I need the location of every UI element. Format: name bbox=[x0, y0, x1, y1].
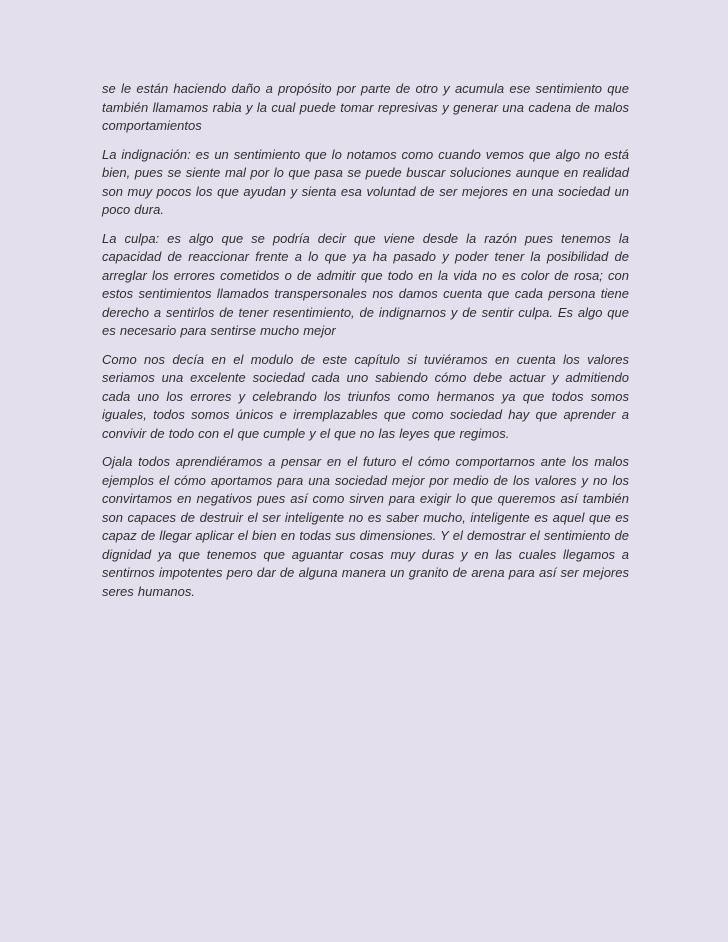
paragraph-modulo-valores: Como nos decía en el modulo de este capítulo si tuviéramos en cuenta los valores seriamos una excelente sociedad cada uno sabiendo cómo debe actuar y admitiendo cada uno los errores y celebrando los triunfos como hermanos ya que todos somos iguales, todos somos únicos e irremplazables que como sociedad hay que aprender a convivir de todo con el que cumple y el que no las leyes que regimos. bbox=[102, 351, 629, 441]
paragraph-conclusion: Ojala todos aprendiéramos a pensar en el futuro el cómo comportarnos ante los malos ejemplos el cómo aportamos para una sociedad mejor por medio de los valores y no los convirtamos en negativos pues así como sirven para exigir lo que queremos así también son capaces de destruir el ser inteligente no es saber mucho, inteligente es aquel que es capaz de llegar aplicar el bien en todas sus dimensiones. Y el demostrar el sentimiento de dignidad ya que tenemos que aguantar cosas muy duras y en las cuales llegamos a sentirnos impotentes pero dar de alguna manera un granito de arena para así ser mejores seres humanos. bbox=[102, 454, 629, 599]
paragraph-indignacion: La indignación: es un sentimiento que lo notamos como cuando vemos que algo no está bien, pues se siente mal por lo que pasa se puede buscar soluciones aunque en realidad son muy pocos los que ayudan y sienta esa voluntad de ser mejores en una sociedad un poco dura. bbox=[102, 146, 629, 217]
document-body bbox=[102, 80, 629, 611]
paragraph-culpa: La culpa: es algo que se podría decir que viene desde la razón pues tenemos la capacidad de reaccionar frente a lo que ya ha pasado y poder tener la posibilidad de arreglar los errores cometidos o de admitir que todo en la vida no es color de rosa; con estos sentimientos llamados transpersonales nos damos cuenta que cada persona tiene derecho a sentirlos de tener resentimiento, de indignarnos y de sentir culpa. Es algo que es necesario para sentirse mucho mejor bbox=[102, 230, 629, 338]
paragraph-rabia-continuation: se le están haciendo daño a propósito por parte de otro y acumula ese sentimiento que también llamamos rabia y la cual puede tomar represivas y generar una cadena de malos comportamientos bbox=[102, 81, 629, 133]
